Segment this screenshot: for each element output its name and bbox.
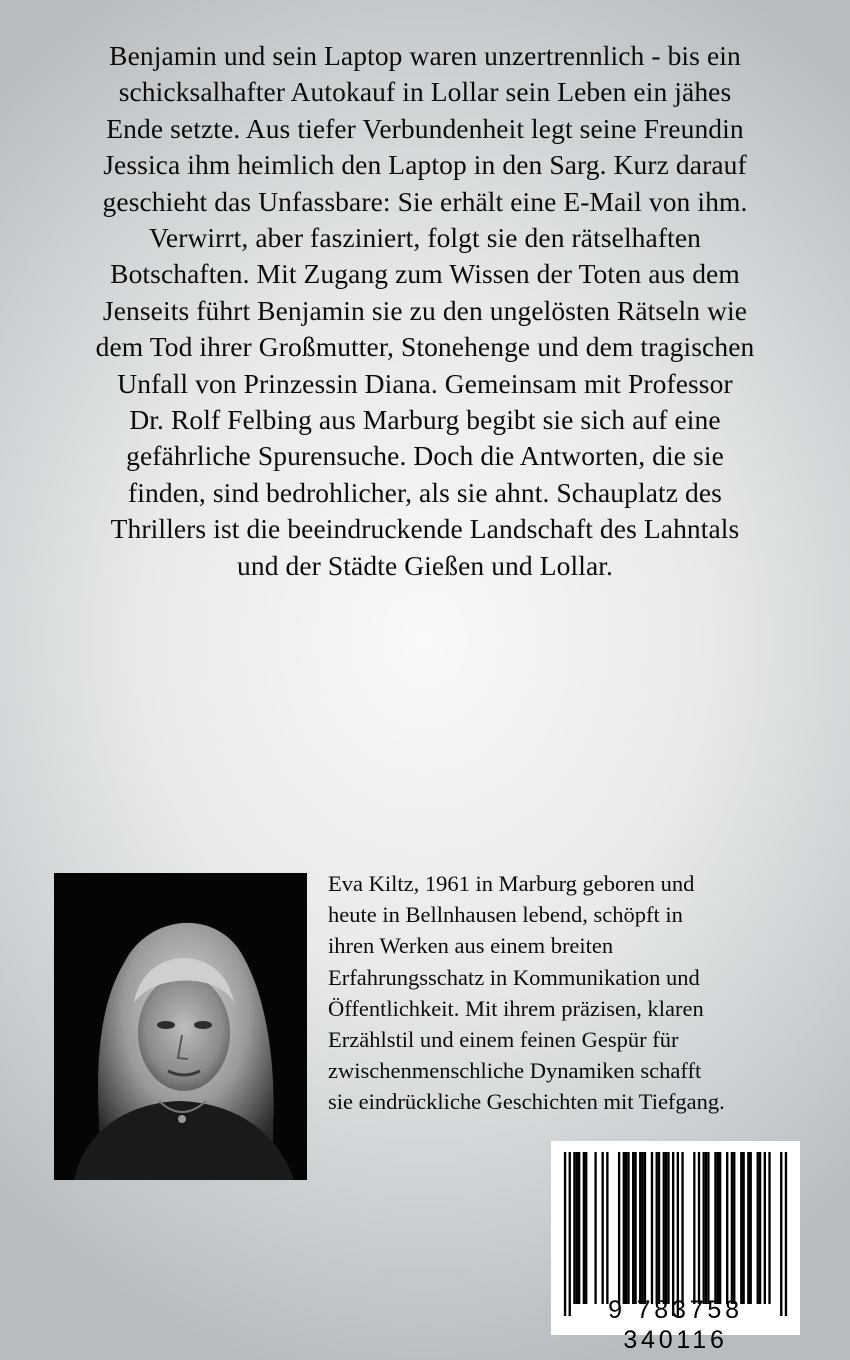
blurb-line: gefährliche Spurensuche. Doch die Antworten, die sie xyxy=(126,440,724,472)
barcode-bar xyxy=(634,1152,636,1304)
barcode-bar xyxy=(733,1152,735,1304)
barcode-bar xyxy=(740,1152,742,1304)
blurb-line: finden, sind bedrohlicher, als sie ahnt. Schauplatz des xyxy=(128,476,722,508)
blurb-line: Thrillers ist die beeindruckende Landschaft des Lahntals xyxy=(110,513,740,545)
barcode-bar xyxy=(606,1152,608,1304)
barcode-bar xyxy=(717,1152,719,1304)
blurb-line: Botschaften. Mit Zugang zum Wissen der Toten aus dem xyxy=(110,258,740,290)
blurb-line: dem Tod ihrer Großmutter, Stonehenge und dem tragischen xyxy=(95,331,755,363)
barcode-bar xyxy=(644,1152,646,1304)
author-portrait-illustration xyxy=(54,873,307,1180)
isbn-barcode xyxy=(551,1141,800,1354)
barcode-bar xyxy=(780,1152,782,1316)
blurb-line: und der Städte Gießen und Lollar. xyxy=(237,549,613,581)
barcode-bar xyxy=(750,1152,752,1304)
barcode-bar xyxy=(714,1152,716,1304)
blurb-line: Ende setzte. Aus tiefer Verbundenheit legt seine Freundin xyxy=(106,112,744,144)
barcode-bar xyxy=(768,1152,770,1304)
barcode-bar xyxy=(658,1152,660,1304)
bio-line: zwischenmenschliche Dynamiken schafft xyxy=(328,1058,702,1084)
barcode-bar xyxy=(693,1152,695,1304)
barcode-bar xyxy=(663,1152,665,1304)
barcode-bar xyxy=(656,1152,658,1304)
barcode-bar xyxy=(742,1152,744,1304)
blurb-line: Verwirrt, aber fasziniert, folgt sie den rätselhaften xyxy=(148,222,701,254)
barcode-bar xyxy=(623,1152,625,1304)
barcode-bar xyxy=(698,1152,700,1304)
barcode-bar xyxy=(757,1152,759,1304)
barcode-bar xyxy=(747,1152,749,1304)
bio-line: heute in Bellnhausen lebend, schöpft in xyxy=(328,902,683,928)
barcode-bar xyxy=(578,1152,580,1304)
blurb-line: Unfall von Prinzessin Diana. Gemeinsam mit Professor xyxy=(117,367,733,399)
author-photo xyxy=(54,873,307,1180)
isbn-number: 9 783758 340116 xyxy=(608,1296,743,1354)
barcode-bar xyxy=(639,1152,641,1304)
barcode-bar xyxy=(677,1152,679,1316)
barcode-bar xyxy=(705,1152,707,1304)
barcode-bar xyxy=(625,1152,627,1304)
barcode-bar xyxy=(703,1152,705,1304)
barcode-bar xyxy=(594,1152,596,1304)
barcode-bar xyxy=(785,1152,787,1316)
barcode-bar xyxy=(719,1152,721,1304)
barcode-bar xyxy=(618,1152,620,1304)
barcode-bar xyxy=(707,1152,709,1304)
barcode-bar xyxy=(573,1152,575,1304)
bio-line: Erzählstil und einem feinen Gespür für xyxy=(328,1027,679,1053)
barcode-bar xyxy=(641,1152,643,1304)
bio-line: Erfahrungsschatz in Kommunikation und xyxy=(328,964,700,990)
blurb-line: Jessica ihm heimlich den Laptop in den Sarg. Kurz darauf xyxy=(103,149,747,181)
barcode-bar xyxy=(627,1152,629,1304)
blurb-line: Dr. Rolf Felbing aus Marburg begibt sie sich auf eine xyxy=(129,404,721,436)
bio-line: sie eindrückliche Geschichten mit Tiefgang. xyxy=(328,1089,725,1115)
barcode-bar xyxy=(681,1152,683,1304)
barcode-bar xyxy=(632,1152,634,1304)
blurb-line: Jenseits führt Benjamin sie zu den ungelösten Rätseln wie xyxy=(102,294,748,326)
blurb-line: schicksalhafter Autokauf in Lollar sein Leben ein jähes xyxy=(118,76,732,108)
barcode-bar xyxy=(576,1152,578,1304)
barcode-bars xyxy=(551,1141,800,1311)
barcode-bar xyxy=(667,1152,669,1304)
barcode-bar xyxy=(759,1152,761,1304)
barcode-bar xyxy=(583,1152,585,1304)
barcode-bar xyxy=(672,1152,674,1316)
barcode-bar xyxy=(569,1152,571,1316)
barcode-bar xyxy=(731,1152,733,1304)
blurb-line: geschieht das Unfassbare: Sie erhält eine E-Mail von ihm. xyxy=(102,185,748,217)
bio-line: Eva Kiltz, 1961 in Marburg geboren und xyxy=(328,871,695,896)
bio-line: Öffentlichkeit. Mit ihrem präzisen, klaren xyxy=(328,995,704,1021)
bio-line: ihren Werken aus einem breiten xyxy=(328,933,614,959)
barcode-bar xyxy=(651,1152,653,1304)
author-bio xyxy=(328,868,808,1118)
barcode-bar xyxy=(564,1152,566,1316)
barcode-bar xyxy=(601,1152,603,1304)
back-cover-blurb xyxy=(40,38,810,584)
blurb-line: Benjamin und sein Laptop waren unzertrennlich - bis ein xyxy=(109,40,741,71)
barcode-bar xyxy=(726,1152,728,1304)
barcode-bar xyxy=(764,1152,766,1304)
barcode-bar xyxy=(665,1152,667,1304)
barcode-bar xyxy=(585,1152,587,1304)
